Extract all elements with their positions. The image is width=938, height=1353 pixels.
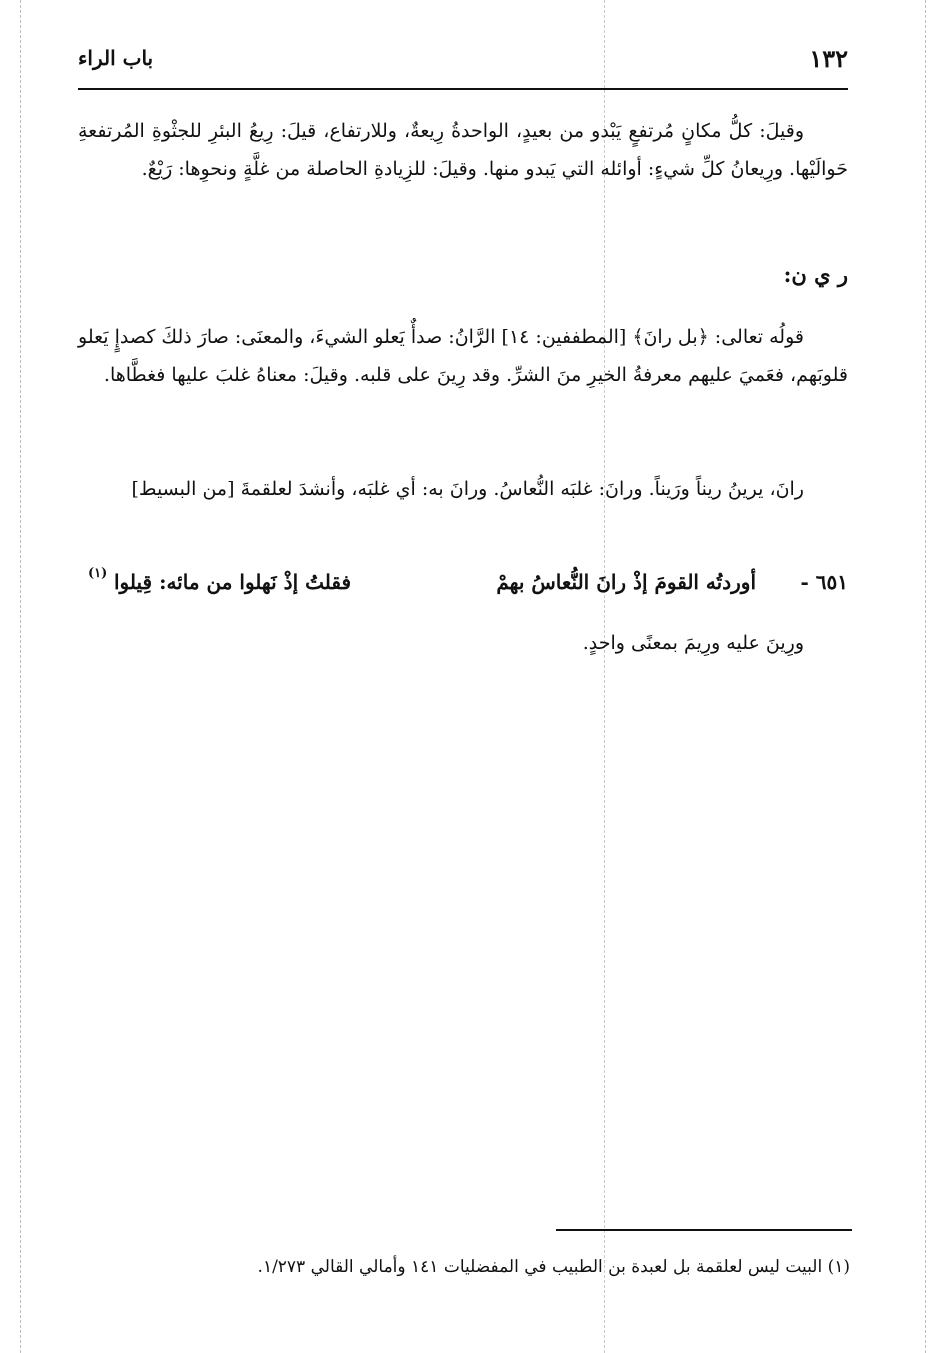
header-divider xyxy=(78,88,848,90)
verse-first-hemistich: أوردتُه القومَ إذْ رانَ النُّعاسُ بهمْ xyxy=(496,570,756,594)
footnote-divider xyxy=(556,1229,852,1231)
poetry-verse xyxy=(78,566,848,606)
page-header xyxy=(78,40,848,80)
entry-rabaa-paragraph: وقيلَ: كلُّ مكانٍ مُرتفعٍ يَبْدو من بعيدٍ، الواحدةُ رِيعةٌ، وللارتفاع، قيلَ: رِيعُ البئرِ للجثْوةِ المُرتفعةِ حَوالَيْها. ورِيعانُ كلِّ شيءٍ: أوائله التي يَبدو منها. وقيلَ: للزِيادةِ الحاصلة من غلَّةٍ ونحوِها: رَيْعٌ. xyxy=(78,120,848,180)
scan-guide-line-center xyxy=(604,0,605,1353)
entry-rayn-paragraph-2: رانَ، يرينُ ريناً ورَيناً. ورانَ: غلبَه النُّعاسُ. ورانَ به: أي غلبَه، وأنشدَ لعلقمةَ [من البسيط] xyxy=(131,478,804,500)
after-verse-note xyxy=(78,624,848,662)
entry-rayn-usage xyxy=(78,470,848,508)
footnote: (١) البيت ليس لعلقمة بل لعبدة بن الطبيب في المفضليات ١٤١ وأمالي القالي ١/٢٧٣. xyxy=(257,1257,850,1277)
root-heading: ر ي ن: xyxy=(783,262,848,287)
verse-second-hemistich: فقلتُ إذْ نَهلوا من مائه: قِيلوا xyxy=(114,570,352,594)
page-number: ١٣٢ xyxy=(809,44,848,73)
entry-rayn-paragraph-1: قولُه تعالى: ﴿بل رانَ﴾ [المطففين: ١٤] الرَّانُ: صدأٌ يَعلو الشيءَ، والمعنَى: صارَ ذلكَ كصدإٍ يَعلو قلوبَهم، فعَميَ عليهم معرفةُ الخيرِ منَ الشرِّ. وقد رِينَ على قلبه. وقيلَ: معناهُ غلبَ عليها فغطَّاها. xyxy=(78,326,848,386)
entry-rayn-quran xyxy=(78,318,848,394)
entry-rabaa-continuation xyxy=(78,112,848,188)
footnote-reference: (١) xyxy=(88,566,108,581)
scan-guide-line-left xyxy=(20,0,21,1353)
verse-number: ٦٥١ - xyxy=(800,570,848,594)
scan-guide-line-right xyxy=(925,0,926,1353)
chapter-title: باب الراء xyxy=(78,46,154,70)
after-verse-paragraph: ورِينَ عليه ورِيمَ بمعنًى واحدٍ. xyxy=(582,632,804,654)
